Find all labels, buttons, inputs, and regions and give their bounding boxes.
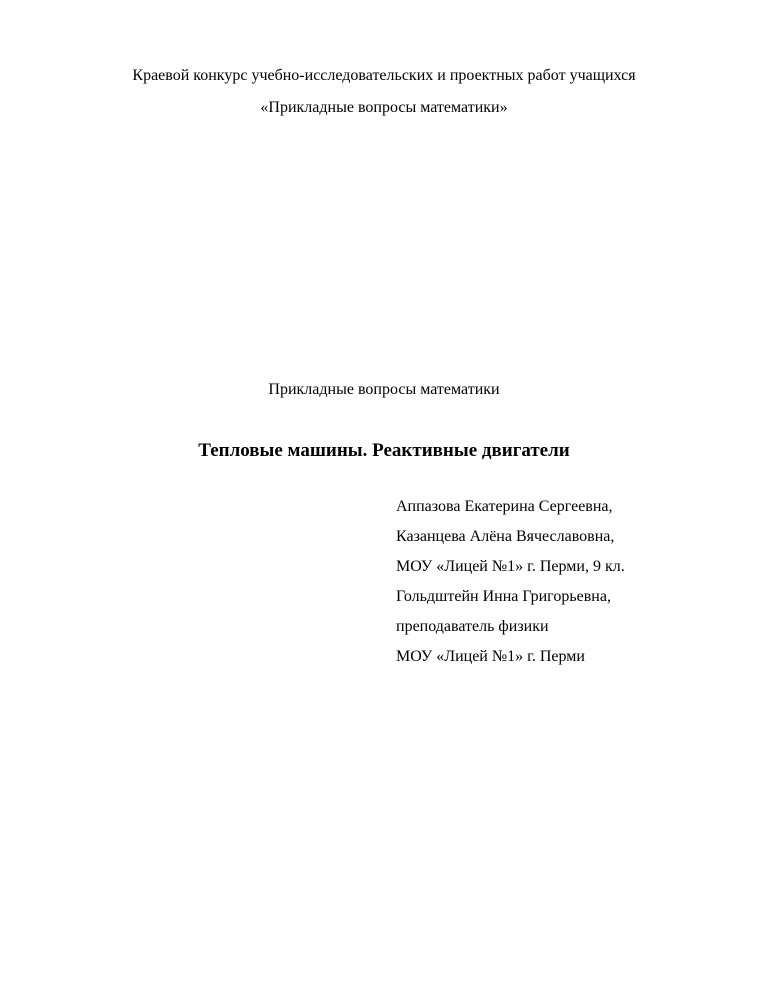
- competition-subtitle: «Прикладные вопросы математики»: [260, 99, 508, 116]
- competition-name: Краевой конкурс учебно-исследовательских и проектных работ учащихся: [132, 67, 636, 84]
- author-line: МОУ «Лицей №1» г. Перми, 9 кл.: [396, 558, 625, 575]
- author-line: МОУ «Лицей №1» г. Перми: [396, 648, 585, 665]
- document-title: Тепловые машины. Реактивные двигатели: [198, 440, 570, 461]
- author-line: Аппазова Екатерина Сергеевна,: [396, 498, 613, 515]
- author-info: [396, 497, 625, 677]
- author-line: преподаватель физики: [396, 618, 549, 635]
- author-line: Казанцева Алёна Вячеславовна,: [396, 528, 615, 545]
- author-line: Гольдштейн Инна Григорьевна,: [396, 588, 611, 605]
- section-label: Прикладные вопросы математики: [268, 381, 500, 398]
